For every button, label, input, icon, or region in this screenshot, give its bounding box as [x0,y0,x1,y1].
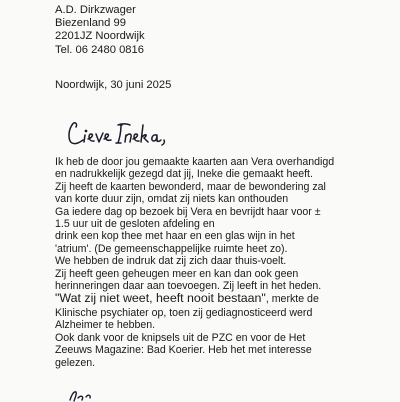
body-line: herinneringen daar aan toevoegen. Zij leeft in het heden. [55,280,322,293]
body-line: Alzheimer te hebben. [55,319,156,332]
quote-rest: , merkte de [265,293,319,306]
body-line: en nadrukkelijk gezegd dat jij, Ineke die gemaakt heeft. [55,168,313,181]
sender-name: A.D. Dirkzwager [55,4,136,16]
sender-street: Biezenland 99 [55,17,126,30]
quote-line [55,292,397,307]
sender-postal-city: 2201JZ Noordwijk [55,30,145,43]
body-line: Klinische psychiater op, toen zij gediagnosticeerd werd [55,307,313,320]
body-line: Ik heb de door jou gemaakte kaarten aan Vera overhandigd [55,156,335,168]
quote-text: "Wat zij niet weet, heeft nooit bestaan" [55,291,266,306]
body-line: 'atrium'. (De gemeenschappelijke ruimte heet zo). [55,242,288,255]
body-line: 1.5 uur uit de gesloten afdeling en [55,218,215,231]
letter-body [55,156,397,369]
handwritten-salutation [66,113,186,153]
body-line: Ga iedere dag op bezoek bij Vera en bevrijdt haar voor ± [55,205,321,218]
body-line: van korte duur zijn, omdat zij niets kan onthouden [55,193,289,206]
body-line: Zij heeft geen geheugen meer en kan dan ook geen [55,267,299,280]
date-line: Noordwijk, 30 juni 2025 [55,79,172,91]
body-line: Zeeuws Magazine: Bad Koerier. Heb het met interesse [55,344,312,357]
sender-address [55,4,145,57]
sender-phone: Tel. 06 2480 0816 [55,43,144,56]
body-line: drink een kop thee met haar en een glas wijn in het [55,230,295,243]
body-line: gelezen. [55,356,96,369]
body-line: Ook dank voor de knipsels uit de PZC en voor de Het [55,331,306,344]
body-line: We hebben de indruk dat zij zich daar thuis-voelt. [55,255,287,268]
body-line: Zij heeft de kaarten bewonderd, maar de bewondering zal [55,180,326,193]
